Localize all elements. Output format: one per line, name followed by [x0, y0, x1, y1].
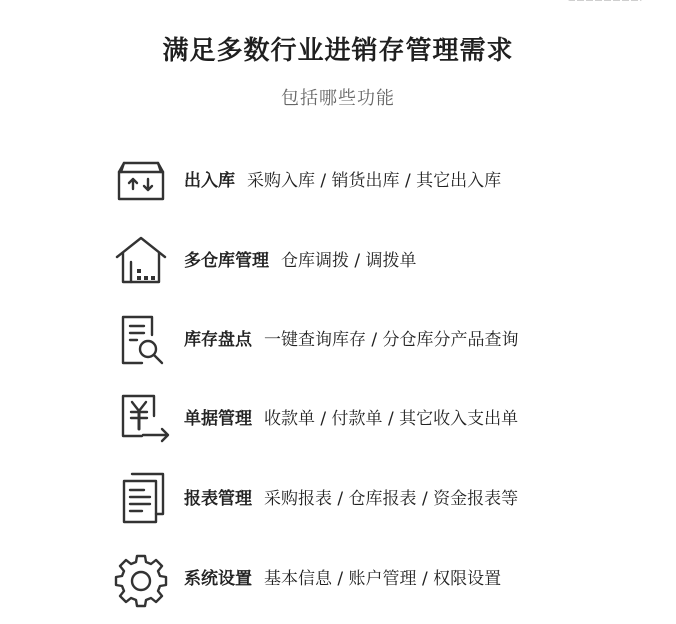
feature-row-inbound-outbound — [112, 152, 632, 210]
feature-detail: 仓库调拨 / 调拨单 — [281, 251, 417, 271]
feature-detail: 一键查询库存 / 分仓库分产品查询 — [264, 330, 519, 350]
feature-text — [184, 550, 501, 608]
yuan-document-icon — [112, 390, 170, 448]
inventory-check-icon — [112, 311, 170, 369]
feature-detail: 采购入库 / 销货出库 / 其它出入库 — [247, 171, 502, 191]
feature-row-documents — [112, 390, 632, 448]
feature-row-inventory — [112, 311, 632, 369]
warehouse-icon — [112, 232, 170, 290]
feature-name: 出入库 — [184, 171, 235, 191]
report-documents-icon — [112, 470, 170, 528]
feature-detail: 收款单 / 付款单 / 其它收入支出单 — [264, 409, 519, 429]
feature-text — [184, 311, 519, 369]
feature-name: 报表管理 — [184, 489, 252, 509]
cropped-top-text-fragment — [568, 0, 642, 3]
page-subtitle: 包括哪些功能 — [281, 88, 395, 109]
feature-text — [184, 390, 518, 448]
feature-text — [184, 470, 518, 528]
feature-name: 单据管理 — [184, 409, 252, 429]
feature-row-reports — [112, 470, 632, 528]
feature-name: 多仓库管理 — [184, 251, 269, 271]
gear-icon — [112, 550, 170, 608]
feature-name: 系统设置 — [184, 569, 252, 589]
feature-row-system-settings — [112, 550, 632, 608]
feature-text — [184, 152, 501, 210]
page-title: 满足多数行业进销存管理需求 — [162, 36, 514, 66]
feature-detail: 采购报表 / 仓库报表 / 资金报表等 — [264, 489, 519, 509]
feature-row-multi-warehouse — [112, 232, 632, 290]
feature-name: 库存盘点 — [184, 330, 252, 350]
feature-detail: 基本信息 / 账户管理 / 权限设置 — [264, 569, 502, 589]
inbound-box-icon — [112, 152, 170, 210]
feature-text — [184, 232, 417, 290]
